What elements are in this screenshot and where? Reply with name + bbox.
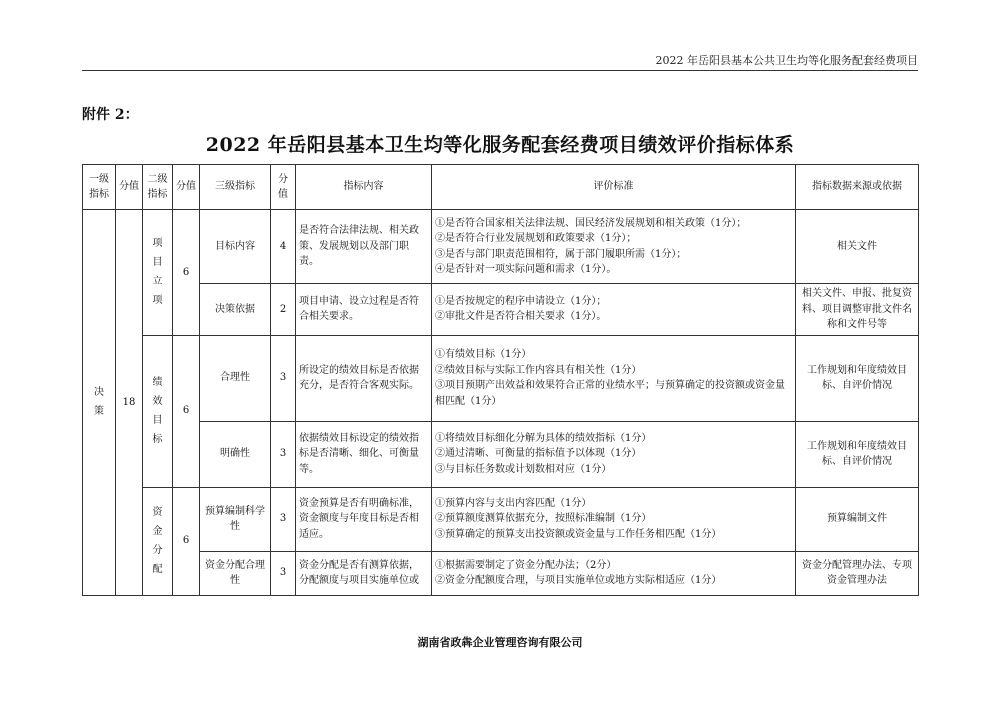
l2-score: 6 [173,487,200,595]
criteria-line: ②绩效目标与实际工作内容具有相关性（1分） [435,364,642,376]
col-header-content: 指标内容 [296,165,432,210]
criteria-line: ①是否按规定的程序申请设立（1分）； [435,295,607,307]
col-header-score3: 分值 [271,165,296,210]
criteria-line: ①将绩效目标细化分解为具体的绩效指标（1分） [435,432,652,444]
table-row [83,210,919,284]
criteria-line: ③是否与部门职责范围相符，属于部门履职所需（1分）； [435,248,687,260]
l3-score: 4 [271,210,296,284]
col-header-l3: 三级指标 [200,165,271,210]
criteria-line: ③与目标任务数或计划数相对应（1分） [435,463,612,475]
criteria-line: ①有绩效目标（1分） [435,349,532,360]
criteria-line: ②通过清晰、可衡量的指标值予以体现（1分） [435,448,642,460]
indicator-content: 依据绩效目标设定的绩效指标是否清晰、细化、可衡量等。 [296,421,432,487]
table-row [83,284,919,336]
document-title: 2022 年岳阳县基本卫生均等化服务配套经费项目绩效评价指标体系 [205,134,795,156]
indicator-content: 所设定的绩效目标是否依据充分，是否符合客观实际。 [296,335,432,421]
criteria-cell [432,284,796,336]
l3-name: 合理性 [200,335,271,421]
header-rule [82,70,918,71]
l1-score: 18 [116,210,143,596]
table-row [83,551,919,595]
l1-cell [83,210,116,596]
l3-name: 明确性 [200,421,271,487]
col-header-l2: 二级指标 [143,165,173,210]
indicator-content: 项目申请、设立过程是否符合相关要求。 [296,284,432,336]
indicator-content: 是否符合法律法规、相关政策、发展规划以及部门职责。 [296,210,432,284]
criteria-line: ②预算额度测算依据充分，按照标准编制（1分） [435,513,652,525]
criteria-line: ③预算确定的预算支出投资额或资金量与工作任务相匹配（1分） [435,528,722,540]
evaluation-table [82,164,919,596]
table-row [83,421,919,487]
company-footer: 湖南省政犇企业管理咨询有限公司 [417,636,583,649]
col-header-score2: 分值 [173,165,200,210]
l3-score: 3 [271,335,296,421]
criteria-line: ②资金分配额度合理，与项目实施单位或地方实际相适应（1分） [435,575,722,586]
l3-score: 2 [271,284,296,336]
indicator-content: 资金分配是否有测算依据，分配额度与项目实施单位或 [296,551,432,595]
l3-name: 预算编制科学性 [200,487,271,551]
running-header: 2022 年岳阳县基本公共卫生均等化服务配套经费项目 [655,54,918,67]
l1-name: 决策 [94,387,104,418]
criteria-cell [432,551,796,595]
source-cell: 资金分配管理办法、专项资金管理办法 [796,551,919,595]
table-row [83,335,919,421]
source-cell: 工作规划和年度绩效目标、自评价情况 [796,421,919,487]
col-header-criteria: 评价标准 [432,165,796,210]
header-row [83,165,919,210]
criteria-line: ②审批文件是否符合相关要求（1分）。 [435,311,607,323]
source-cell: 工作规划和年度绩效目标、自评价情况 [796,335,919,421]
col-header-source: 指标数据来源或依据 [796,165,919,210]
l2-score: 6 [173,210,200,336]
criteria-line: ①是否符合国家相关法律法规、国民经济发展规划和相关政策（1分）； [435,217,747,229]
criteria-cell [432,335,796,421]
criteria-line: ④是否针对一项实际问题和需求（1分）。 [435,264,617,275]
criteria-cell [432,487,796,551]
criteria-line: ②是否符合行业发展规划和政策要求（1分）； [435,233,637,244]
l3-score: 3 [271,421,296,487]
col-header-l1: 一级指标 [83,165,116,210]
attachment-label: 附件 2： [82,107,139,123]
l3-score: 3 [271,487,296,551]
l2-name: 绩效目标 [143,335,173,487]
l2-name: 资金分配 [143,487,173,595]
criteria-cell [432,421,796,487]
l3-name: 决策依据 [200,284,271,336]
table-row [83,487,919,551]
criteria-cell [432,210,796,284]
criteria-line: ①根据需要制定了资金分配办法；（2分） [435,559,617,571]
source-cell: 预算编制文件 [796,487,919,551]
l2-name: 项目立项 [143,210,173,336]
criteria-line: ③项目预期产出效益和效果符合正常的业绩水平；与预算确定的投资额或资金量相匹配（1分） [435,380,785,407]
l3-score: 3 [271,551,296,595]
criteria-line: ①预算内容与支出内容匹配（1分） [435,497,592,509]
source-cell: 相关文件 [796,210,919,284]
source-cell: 相关文件、申报、批复资料、项目调整审批文件名称和文件号等 [796,284,919,336]
l3-name: 目标内容 [200,210,271,284]
l2-score: 6 [173,335,200,487]
l3-name: 资金分配合理性 [200,551,271,595]
indicator-content: 资金预算是否有明确标准，资金额度与年度目标是否相适应。 [296,487,432,551]
col-header-score1: 分值 [116,165,143,210]
